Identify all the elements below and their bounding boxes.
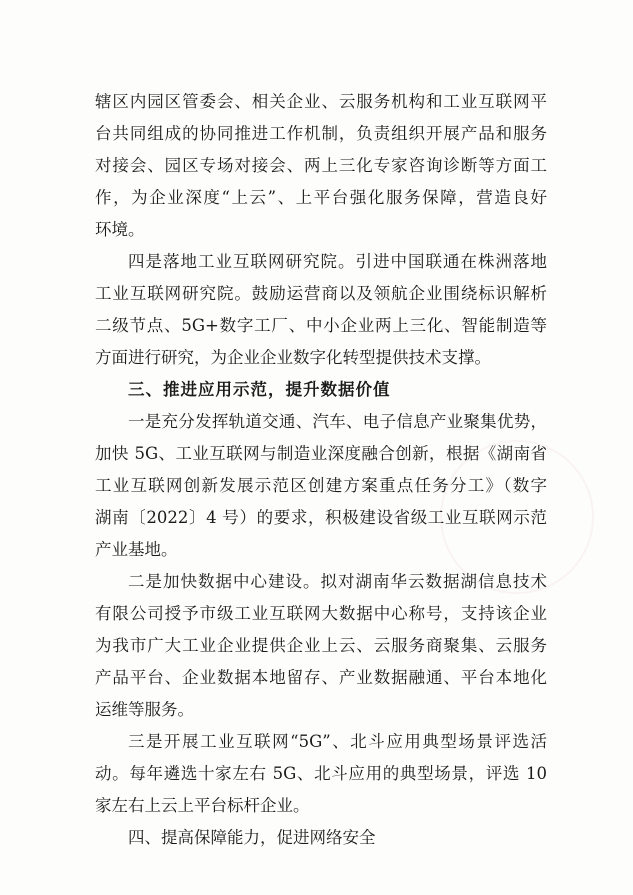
text-line: 家左右上云上平台标杆企业。 [95,796,310,815]
text-line: 台共同组成的协同推进工作机制，负责组织开展产品和服务 [95,124,547,143]
text-line: 有限公司授予市级工业互联网大数据中心称号，支持该企业 [95,604,547,623]
text-line: 辖区内园区管委会、相关企业、云服务机构和工业互联网平 [95,92,547,111]
text-line: 四是落地工业互联网研究院。引进中国联通在株洲落地 [128,252,547,271]
text-line: 方面进行研究，为企业企业数字化转型提供技术支撑。 [95,348,491,367]
text-line: 一是充分发挥轨道交通、汽车、电子信息产业聚集优势， [128,412,547,431]
text-line: 三是开展工业互联网“5G”、北斗应用典型场景评选活 [128,732,547,751]
text-line: 环境。 [95,220,145,239]
text-line: 对接会、园区专场对接会、两上三化专家咨询诊断等方面工 [95,156,547,175]
text-line: 运维等服务。 [95,700,194,719]
text-line: 工业互联网研究院。鼓励运营商以及领航企业围绕标识解析 [95,284,547,303]
section-heading: 三、推进应用示范，提升数据价值 [128,380,391,399]
text-line: 湖南〔2022〕4 号）的要求，积极建设省级工业互联网示范 [95,508,547,527]
text-line: 作，为企业深度“上云”、上平台强化服务保障，营造良好 [95,188,547,207]
text-line: 产业基地。 [95,540,178,559]
text-line: 工业互联网创新发展示范区创建方案重点任务分工》（数字 [95,476,547,495]
text-line: 动。每年遴选十家左右 5G、北斗应用的典型场景，评选 10 [95,764,547,783]
text-line: 加快 5G、工业互联网与制造业深度融合创新，根据《湖南省 [95,444,547,463]
text-line: 二级节点、5G+数字工厂、中小企业两上三化、智能制造等 [95,316,547,335]
text-line: 为我市广大工业企业提供企业上云、云服务商聚集、云服务 [95,636,547,655]
text-line: 产品平台、企业数据本地留存、产业数据融通、平台本地化 [95,668,547,687]
section-heading: 四、提高保障能力，促进网络安全 [128,828,376,847]
text-line: 二是加快数据中心建设。拟对湖南华云数据湖信息技术 [128,572,547,591]
